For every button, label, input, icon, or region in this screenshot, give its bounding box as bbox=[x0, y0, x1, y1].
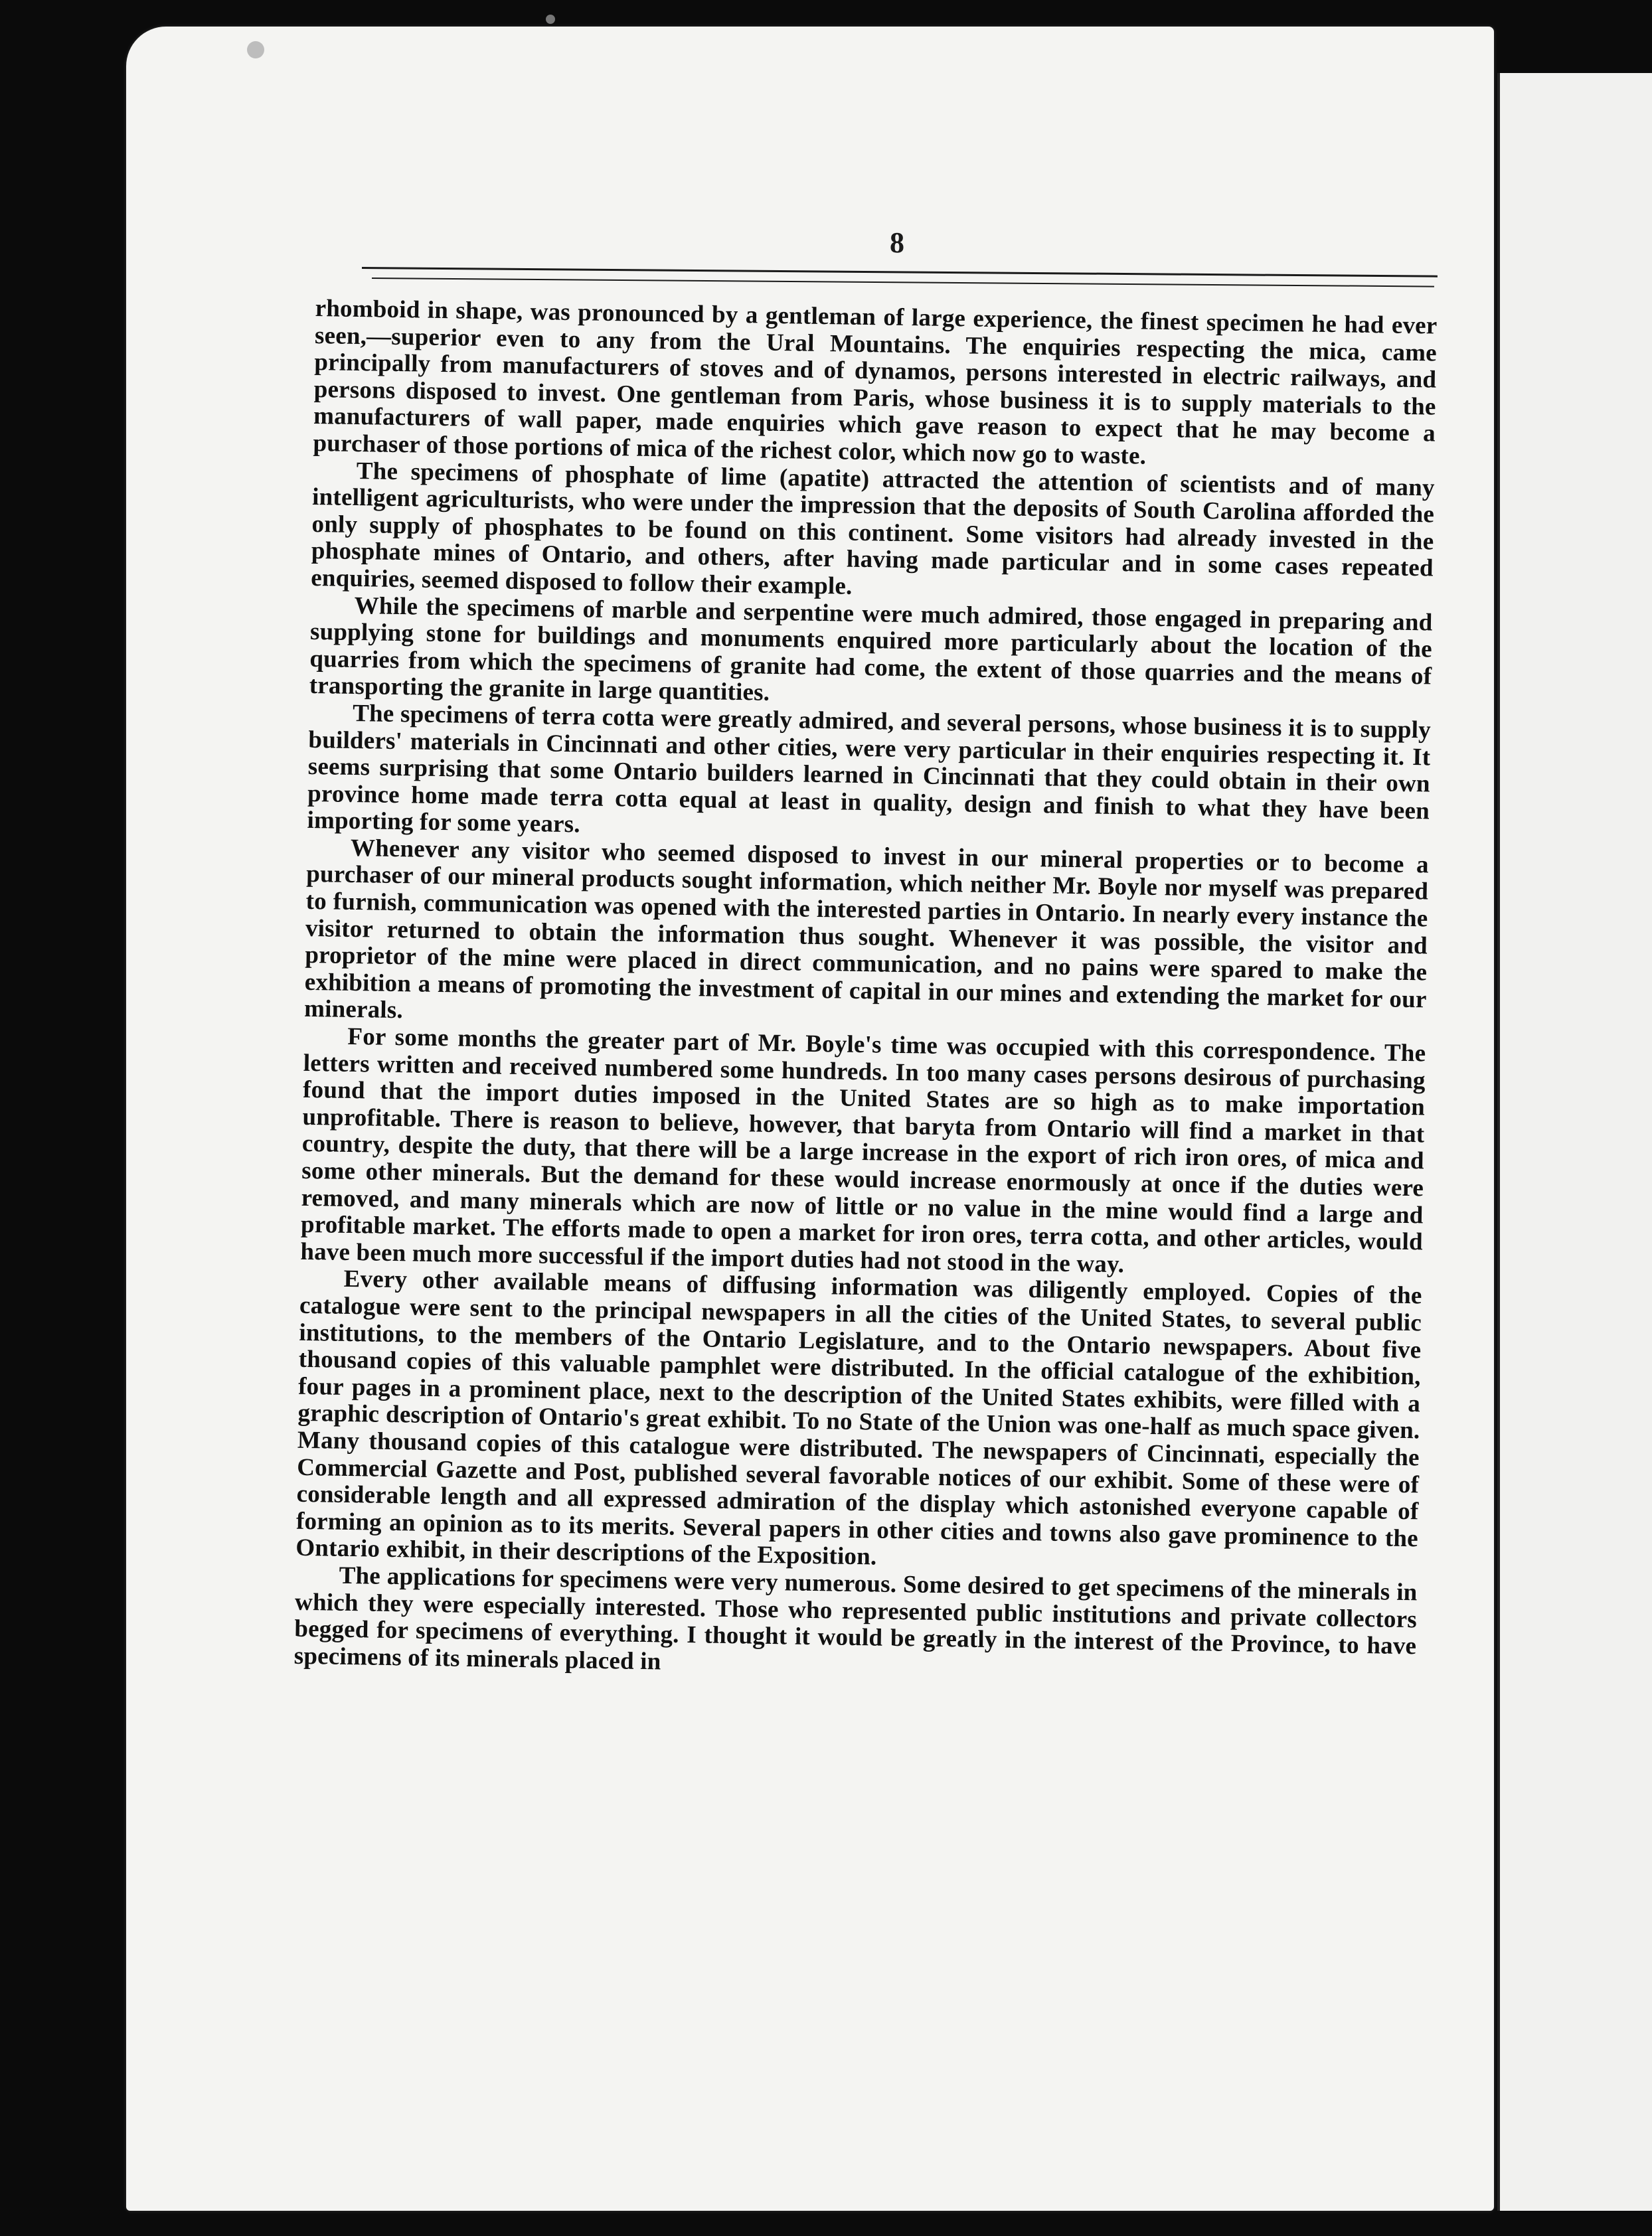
paragraph-terra-cotta: The specimens of terra cotta were greatly admired, and several persons, whose business it is to supply builders' materials in Cincinnati and other cities, were very particular in their enquiries respecting it. It seems surprising that some Ontario builders learned in Cincinnati that they could obtain in their own province home made terra cotta equal at least in quality, design and finish to what they have been importing for some years. bbox=[307, 699, 1432, 838]
page-body bbox=[293, 295, 1437, 1688]
paragraph-continued: rhomboid in shape, was pronounced by a gentleman of large experience, the finest specimen he had ever seen,—superior even to any from the Ural Mountains. The enquiries respecting the mica, came principally from manufacturers of stoves and of dynamos, persons interested in electric railways, and persons disposed to invest. One gentleman from Paris, whose business it is to supply materials to the manufacturers of wall paper, made enquiries which gave reason to expect that he may become a purchaser of those portions of mica of the richest color, which now go to waste. bbox=[313, 295, 1438, 470]
paragraph-specimens: The applications for specimens were very numerous. Some desired to get specimens of the minerals in which they were especially interested. Those who represented public institutions and private collectors begged for specimens of everything. I thought it would be greatly in the interest of the Province, to have specimens of its minerals placed in bbox=[293, 1561, 1418, 1676]
paragraph-marble: While the specimens of marble and serpentine were much admired, those engaged in preparing and supplying stone for buildings and monuments enquired more particularly about the location of the quarries from which the specimens of granite had come, the extent of those quarries and the means of transporting the granite in large quantities. bbox=[309, 592, 1433, 707]
binding-hole bbox=[247, 41, 264, 58]
paragraph-information: Every other available means of diffusing information was diligently employed. Copies of the catalogue were sent to the principal newspapers in all the cities of the United States, to several public institutions, to the members of the Ontario Legislature, and to the Ontario newspapers. About five thousand copies of this valuable pamphlet were distributed. In the official catalogue of the exhibition, four pages in a prominent place, next to the description of the United States exhibits, were filled with a graphic description of Ontario's great exhibit. To no State of the Union was one-half as much space given. Many thousand copies of this catalogue were distributed. The newspapers of Cincinnati, especially the Commercial Gazette and Post, published several favorable notices of our exhibit. Some of these were of considerable length and all expressed admiration of the display which astonished everyone capable of forming an opinion as to its merits. Several papers in other cities and towns also gave prominence to the Ontario exhibit, in their descriptions of the Exposition. bbox=[295, 1265, 1422, 1571]
paragraph-phosphate: The specimens of phosphate of lime (apatite) attracted the attention of scientists and of many intelligent agriculturists, who were under the impression that the deposits of South Carolina afforded the only supply of phosphates to be found on this continent. Some visitors had already invested in the phosphate mines of Ontario, and others, after having made particular and in some cases repeated enquiries, seemed disposed to follow their example. bbox=[310, 457, 1435, 600]
page-number: 8 bbox=[890, 226, 904, 259]
paragraph-investment: Whenever any visitor who seemed disposed to invest in our mineral properties or to become a purchaser of our mineral products sought information, which neither Mr. Boyle nor myself was prepared to furnish, communication was opened with the interested parties in Ontario. In nearly every instance the visitor returned to obtain the information thus sought. Whenever it was possible, the visitor and proprietor of the mine were placed in direct communication, and no pains were spared to make the exhibition a means of promoting the investment of capital in our mines and extending the market for our minerals. bbox=[303, 834, 1430, 1024]
adjacent-page-edge bbox=[1497, 73, 1652, 2211]
paragraph-correspondence: For some months the greater part of Mr. Boyle's time was occupied with this correspondence. The letters written and received numbered some hundreds. In too many cases persons desirous of purchasing found that the import duties imposed in the United States are so high as to make importation unprofitable. There is reason to believe, however, that baryta from Ontario will find a market in that country, despite the duty, that there will be a large increase in the export of rich iron ores, of mica and some other minerals. But the demand for these would increase enormously at once if the duties were removed, and many minerals which are now of little or no value in the mine would find a large and profitable market. The efforts made to open a market for iron ores, terra cotta, and other articles, would have been much more successful if the import duties had not stood in the way. bbox=[300, 1022, 1426, 1279]
scan-speck bbox=[546, 15, 555, 24]
